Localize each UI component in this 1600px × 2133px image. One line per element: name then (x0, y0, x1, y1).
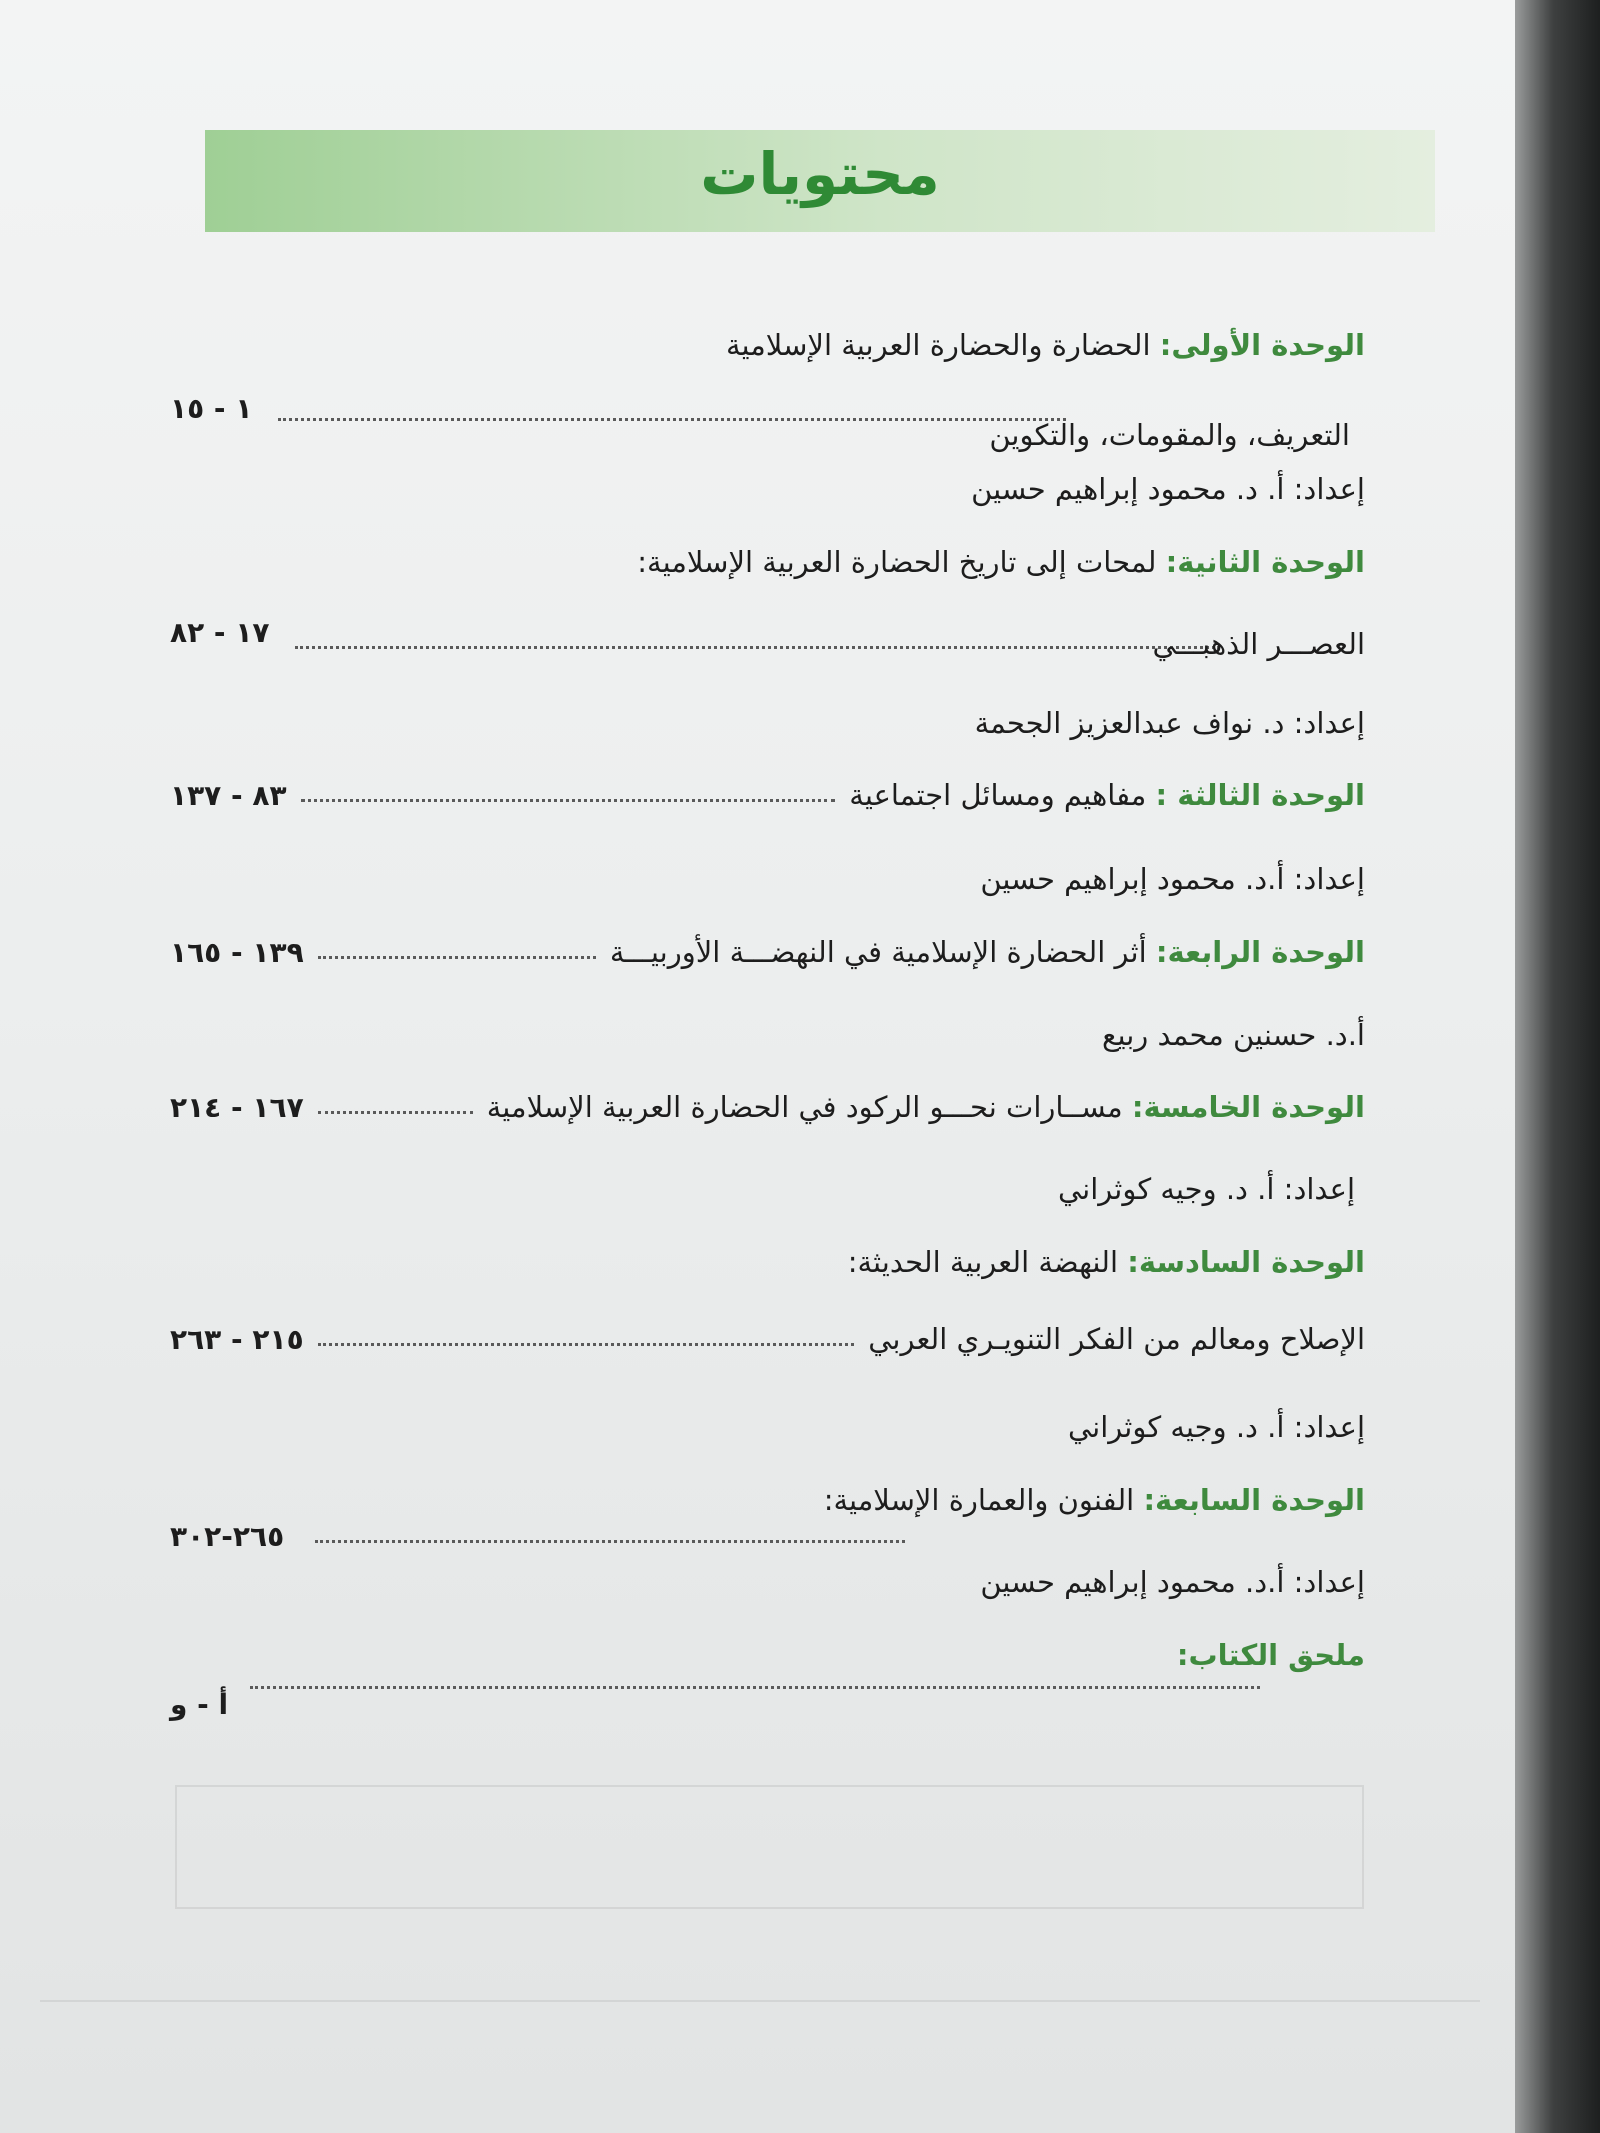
unit-7-heading (824, 1483, 1365, 1517)
unit-7-label: الوحدة السابعة: (1143, 1483, 1365, 1517)
unit-2-title: لمحات إلى تاريخ الحضارة العربية الإسلامية: (637, 545, 1157, 579)
unit-3-author: إعداد: أ.د. محمود إبراهيم حسين (980, 862, 1365, 896)
title-band (205, 130, 1435, 232)
unit-1-label: الوحدة الأولى: (1159, 328, 1365, 362)
unit-3-heading (849, 778, 1365, 812)
unit-4-title: أثر الحضارة الإسلامية في النهضـــة الأوربيـــة (609, 935, 1147, 969)
unit-6-dot-leader (318, 1343, 855, 1346)
unit-5-pages: ١٦٧ - ٢١٤ (170, 1091, 304, 1124)
unit-7-title: الفنون والعمارة الإسلامية: (823, 1483, 1135, 1517)
unit-3-title: مفاهيم ومسائل اجتماعية (849, 778, 1147, 812)
unit-2-pages: ١٧ - ٨٢ (170, 616, 270, 649)
unit-7-dot-leader (315, 1540, 905, 1543)
unit-6-label: الوحدة السادسة: (1127, 1245, 1365, 1279)
unit-2-dot-leader (295, 646, 1220, 649)
unit-4-author: أ.د. حسنين محمد ربيع (1102, 1018, 1365, 1052)
bottom-rule (40, 2000, 1480, 2002)
unit-1-heading (726, 328, 1365, 362)
unit-5-title: مســارات نحـــو الركود في الحضارة العربية الإسلامية (486, 1090, 1123, 1124)
unit-3-dot-leader (301, 799, 836, 802)
unit-7-author: إعداد: أ.د. محمود إبراهيم حسين (980, 1565, 1365, 1599)
unit-5-dot-leader (318, 1111, 473, 1114)
appendix-heading (1177, 1638, 1365, 1672)
unit-1-author: إعداد: أ. د. محمود إبراهيم حسين (971, 472, 1365, 506)
page-edge-shadow (1515, 0, 1600, 2133)
unit-1-pages: ١ - ١٥ (170, 392, 253, 425)
unit-6-heading (848, 1245, 1365, 1279)
unit-4-heading (610, 935, 1365, 969)
unit-5-entry (170, 1090, 1365, 1124)
unit-2-author: إعداد: د. نواف عبدالعزيز الجحمة (974, 706, 1365, 740)
unit-4-label: الوحدة الرابعة: (1155, 935, 1365, 969)
unit-5-heading (487, 1090, 1365, 1124)
page-title: محتويات (700, 140, 940, 208)
unit-6-author: إعداد: أ. د. وجيه كوثراني (1068, 1410, 1365, 1444)
unit-2-subtitle: العصـــر الذهبـــي (1152, 627, 1365, 661)
unit-5-label: الوحدة الخامسة: (1131, 1090, 1365, 1124)
unit-6-entry (170, 1322, 1365, 1356)
unit-6-title: النهضة العربية الحديثة: (847, 1245, 1119, 1279)
unit-1-title: الحضارة والحضارة العربية الإسلامية (725, 328, 1151, 362)
unit-4-pages: ١٣٩ - ١٦٥ (170, 936, 304, 969)
appendix-label: ملحق الكتاب: (1176, 1638, 1365, 1672)
appendix-pages: أ - و (170, 1688, 229, 1721)
unit-7-pages: ٢٦٥-٣٠٢ (170, 1520, 285, 1553)
unit-3-pages: ٨٣ - ١٣٧ (170, 779, 287, 812)
unit-1-subtitle: التعريف، والمقومات، والتكوين (989, 418, 1350, 452)
unit-3-label: الوحدة الثالثة : (1155, 778, 1365, 812)
unit-4-dot-leader (318, 956, 596, 959)
unit-1-dot-leader (278, 418, 1066, 421)
unit-6-pages: ٢١٥ - ٢٦٣ (170, 1323, 304, 1356)
unit-2-heading (637, 545, 1365, 579)
appendix-dot-leader (250, 1686, 1260, 1689)
unit-6-subtitle: الإصلاح ومعالم من الفكر التنويـري العربي (868, 1322, 1365, 1356)
unit-3-entry (170, 778, 1365, 812)
faint-stamp-box (175, 1785, 1364, 1909)
unit-2-label: الوحدة الثانية: (1165, 545, 1365, 579)
unit-4-entry (170, 935, 1365, 969)
unit-5-author: إعداد: أ. د. وجيه كوثراني (1058, 1172, 1355, 1206)
